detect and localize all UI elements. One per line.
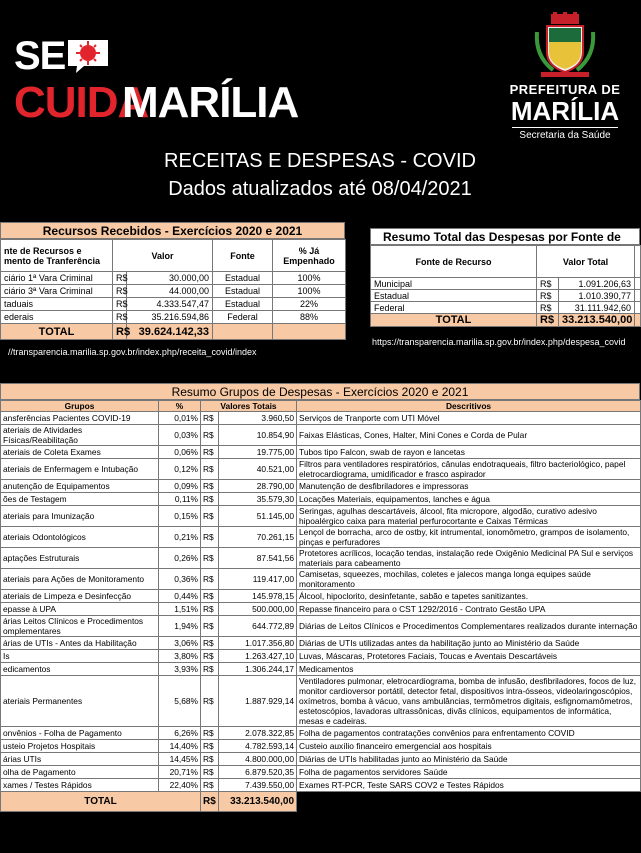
- fonte-cell: Estadual: [371, 290, 537, 302]
- valor-cell: 4.800.000,00: [219, 753, 297, 766]
- currency-cell: R$: [537, 290, 559, 302]
- table-row: [1, 740, 641, 753]
- empty-cell: [635, 290, 641, 302]
- table-row: [1, 753, 641, 766]
- descritivo-cell: Protetores acrílicos, locação tendas, instalação rede Oxigênio Medicinal PA Sul e serviços materiais para cabeamento: [297, 548, 641, 569]
- valor-cell: 1.306.244,17: [219, 663, 297, 676]
- grupo-cell: edicamentos: [1, 663, 159, 676]
- table-row: [1, 766, 641, 779]
- pct-cell: 3,06%: [159, 637, 201, 650]
- currency-cell: R$: [113, 285, 127, 298]
- valor-cell: 30.000,00: [127, 272, 213, 285]
- currency-cell: R$: [113, 272, 127, 285]
- currency-cell: R$: [537, 278, 559, 290]
- empty-cell: [213, 324, 273, 340]
- valor-cell: 4.333.547,47: [127, 298, 213, 311]
- table-row: [1, 727, 641, 740]
- valor-cell: 1.263.427,10: [219, 650, 297, 663]
- descritivo-cell: Repasse financeiro para o CST 1292/2016 - Contrato Gestão UPA: [297, 603, 641, 616]
- grupo-cell: ateriais de Atividades Físicas/Reabilitação: [1, 425, 159, 446]
- descritivo-cell: Medicamentos: [297, 663, 641, 676]
- table-row: [1, 425, 641, 446]
- pct-cell: 22,40%: [159, 779, 201, 792]
- table-row: [1, 272, 346, 285]
- se-cuida-marilia-logo: [14, 34, 299, 127]
- currency-cell: R$: [201, 637, 219, 650]
- descritivo-cell: Diárias de UTIs utilizadas antes da habilitação junto ao Ministério da Saúde: [297, 637, 641, 650]
- total-currency: R$: [537, 314, 559, 327]
- total-value: 33.213.540,00: [219, 792, 297, 812]
- header-pct: %: [159, 401, 201, 412]
- descritivo-cell: Serviços de Tranporte com UTI Móvel: [297, 412, 641, 425]
- recursos-header-row: [1, 240, 346, 272]
- valor-cell: 35.216.594,86: [127, 311, 213, 324]
- currency-cell: R$: [201, 493, 219, 506]
- table-row: [371, 302, 641, 314]
- header-descritivos: Descritivos: [297, 401, 641, 412]
- grupo-cell: ateriais para Ações de Monitoramento: [1, 569, 159, 590]
- descritivo-cell: Camisetas, squeezes, mochilas, coletes e jalecos manga longa equipes saúde monitoramento: [297, 569, 641, 590]
- empty-cell: [273, 324, 346, 340]
- pct-cell: 88%: [273, 311, 346, 324]
- header-empenhado: % Já Empenhado: [273, 240, 346, 272]
- pct-cell: 20,71%: [159, 766, 201, 779]
- valor-cell: 1.010.390,77: [559, 290, 635, 302]
- currency-cell: R$: [201, 753, 219, 766]
- currency-cell: R$: [201, 506, 219, 527]
- empty-cell: [635, 278, 641, 290]
- grupo-cell: ateriais de Coleta Exames: [1, 446, 159, 459]
- currency-cell: R$: [201, 425, 219, 446]
- currency-cell: R$: [201, 480, 219, 493]
- pct-cell: 0,09%: [159, 480, 201, 493]
- total-value: 39.624.142,33: [127, 324, 213, 340]
- descritivo-cell: Ventiladores pulmonar, eletrocardiograma, bomba de infusão, desfibriladores, focos de luz, monitor cardioversor portátil, detector fetal, dispositivos intra-ósseos, videolaringoscópios, oxímetros, bomba à vácuo, vans ambulâncias, termômetros digitais, esfignomamômetros, estetoscópios, lavadoras ultrassônicas, divãs clínicos, equipamentos de informática, mesas e cadeiras.: [297, 676, 641, 727]
- pct-cell: 0,12%: [159, 459, 201, 480]
- grupos-table: [0, 400, 641, 812]
- pct-cell: 0,26%: [159, 548, 201, 569]
- currency-cell: R$: [537, 302, 559, 314]
- pct-cell: 22%: [273, 298, 346, 311]
- header-valores: Valores Totais: [201, 401, 297, 412]
- table-row: [1, 548, 641, 569]
- table-row: [1, 311, 346, 324]
- valor-cell: 87.541,56: [219, 548, 297, 569]
- grupo-cell: olha de Pagamento: [1, 766, 159, 779]
- recursos-total-row: [1, 324, 346, 340]
- despesa-url[interactable]: https://transparencia.marilia.sp.gov.br/index.php/despesa_covid: [372, 337, 626, 347]
- pct-cell: 100%: [273, 285, 346, 298]
- valor-cell: 2.078.322,85: [219, 727, 297, 740]
- currency-cell: R$: [201, 459, 219, 480]
- title-line-1: RECEITAS E DESPESAS - COVID: [164, 150, 476, 172]
- logo-marilia-text: MARÍLIA: [122, 78, 299, 127]
- secretaria-label: Secretaria da Saúde: [519, 130, 611, 141]
- fonte-cell: Federal: [371, 302, 537, 314]
- fonte-cell: Municipal: [371, 278, 537, 290]
- currency-cell: R$: [201, 527, 219, 548]
- fonte-cell: ciário 3ª Vara Criminal: [1, 285, 113, 298]
- grupo-cell: xames / Testes Rápidos: [1, 779, 159, 792]
- valor-cell: 44.000,00: [127, 285, 213, 298]
- descritivo-cell: Manutenção de desfibriladores e impressoras: [297, 480, 641, 493]
- descritivo-cell: Luvas, Máscaras, Protetores Faciais, Toucas e Aventais Descartáveis: [297, 650, 641, 663]
- table-row: [1, 569, 641, 590]
- descritivo-cell: Lençol de borracha, arco de ostby, kit intrumental, ionomômetro, grampos de isolamento, pinças e perfuradores: [297, 527, 641, 548]
- grupo-cell: árias Leitos Clínicos e Procedimentos omplementares: [1, 616, 159, 637]
- currency-cell: R$: [201, 569, 219, 590]
- table-row: [1, 590, 641, 603]
- grupo-cell: ansferências Pacientes COVID-19: [1, 412, 159, 425]
- currency-cell: R$: [201, 603, 219, 616]
- valor-cell: 28.790,00: [219, 480, 297, 493]
- valor-cell: 1.091.206,63: [559, 278, 635, 290]
- table-row: [1, 650, 641, 663]
- table-row: [1, 779, 641, 792]
- empty-cell: [635, 246, 641, 278]
- total-currency: R$: [113, 324, 127, 340]
- pct-cell: 1,51%: [159, 603, 201, 616]
- total-label: TOTAL: [371, 314, 537, 327]
- receita-url[interactable]: //transparencia.marilia.sp.gov.br/index.php/receita_covid/index: [8, 347, 257, 357]
- table-row: [1, 285, 346, 298]
- valor-cell: 145.978,15: [219, 590, 297, 603]
- empty-cell: [635, 302, 641, 314]
- grupos-header-row: [1, 401, 641, 412]
- table-row: [1, 493, 641, 506]
- virus-speech-bubble-icon: [64, 36, 112, 74]
- header-valor-total: Valor Total: [537, 246, 635, 278]
- grupo-cell: usteio Projetos Hospitais: [1, 740, 159, 753]
- grupo-cell: epasse à UPA: [1, 603, 159, 616]
- valor-cell: 19.775,00: [219, 446, 297, 459]
- descritivo-cell: Tubos tipo Falcon, swab de rayon e lancetas: [297, 446, 641, 459]
- descritivo-cell: Folha de pagamentos contratações convênios para enfrentamento COVID: [297, 727, 641, 740]
- pct-cell: 0,36%: [159, 569, 201, 590]
- table-row: [1, 603, 641, 616]
- pct-cell: 100%: [273, 272, 346, 285]
- valor-cell: 1.887.929,14: [219, 676, 297, 727]
- fonte-cell: ederais: [1, 311, 113, 324]
- currency-cell: R$: [201, 412, 219, 425]
- valor-cell: 4.782.593,14: [219, 740, 297, 753]
- pct-cell: 0,11%: [159, 493, 201, 506]
- pct-cell: 0,44%: [159, 590, 201, 603]
- valor-cell: 500.000,00: [219, 603, 297, 616]
- grupos-total-row: [1, 792, 641, 812]
- title-line-2: Dados atualizados até 08/04/2021: [168, 178, 472, 200]
- pct-cell: 0,15%: [159, 506, 201, 527]
- grupo-cell: ateriais de Enfermagem e Intubação: [1, 459, 159, 480]
- descritivo-cell: Diárias de UTIs habilitadas junto ao Ministério da Saúde: [297, 753, 641, 766]
- pct-cell: 3,80%: [159, 650, 201, 663]
- currency-cell: R$: [201, 766, 219, 779]
- page-title: [0, 147, 640, 203]
- descritivo-cell: Folha de pagamentos servidores Saúde: [297, 766, 641, 779]
- valor-cell: 40.521,00: [219, 459, 297, 480]
- tipo-cell: Estadual: [213, 298, 273, 311]
- prefeitura-label: PREFEITURA DE: [509, 82, 621, 97]
- logo-se-text: SE: [14, 34, 66, 78]
- table-row: [1, 298, 346, 311]
- currency-cell: R$: [201, 548, 219, 569]
- grupo-cell: onvênios - Folha de Pagamento: [1, 727, 159, 740]
- currency-cell: R$: [201, 663, 219, 676]
- header-grupos: Grupos: [1, 401, 159, 412]
- pct-cell: 0,21%: [159, 527, 201, 548]
- descritivo-cell: Custeio auxílio financeiro emergencial aos hospitais: [297, 740, 641, 753]
- header-fonte: nte de Recursos e mento de Tranferência: [1, 240, 113, 272]
- pct-cell: 0,01%: [159, 412, 201, 425]
- prefeitura-logo: [500, 12, 630, 142]
- pct-cell: 14,40%: [159, 740, 201, 753]
- grupo-cell: ões de Testagem: [1, 493, 159, 506]
- grupo-cell: ateriais Odontológicos: [1, 527, 159, 548]
- table-row: [1, 637, 641, 650]
- valor-cell: 3.960,50: [219, 412, 297, 425]
- grupo-cell: árias de UTIs - Antes da Habilitação: [1, 637, 159, 650]
- valor-cell: 10.854,90: [219, 425, 297, 446]
- grupo-cell: aptações Estruturais: [1, 548, 159, 569]
- table-row: [1, 446, 641, 459]
- header-valor: Valor: [113, 240, 213, 272]
- descritivo-cell: Seringas, agulhas descartáveis, álcool, fita micropore, algodão, curativo adesivo hipoalérgico caixa para material perfurocortante e Caixas Térmicas: [297, 506, 641, 527]
- city-crest-icon: [533, 12, 597, 78]
- pct-cell: 1,94%: [159, 616, 201, 637]
- valor-cell: 1.017.356,80: [219, 637, 297, 650]
- currency-cell: R$: [201, 446, 219, 459]
- descritivo-cell: Álcool, hipoclorito, desinfetante, sabão e tapetes sanitizantes.: [297, 590, 641, 603]
- valor-cell: 35.579,30: [219, 493, 297, 506]
- grupos-table-title: Resumo Grupos de Despesas - Exercícios 2020 e 2021: [0, 383, 640, 400]
- grupo-cell: ateriais para Imunização: [1, 506, 159, 527]
- table-row: [1, 676, 641, 727]
- pct-cell: 0,03%: [159, 425, 201, 446]
- table-row: [1, 506, 641, 527]
- descritivo-cell: Faixas Elásticas, Cones, Halter, Mini Cones e Corda de Pular: [297, 425, 641, 446]
- fonte-cell: taduais: [1, 298, 113, 311]
- currency-cell: R$: [201, 676, 219, 727]
- total-currency: R$: [201, 792, 219, 812]
- currency-cell: R$: [113, 298, 127, 311]
- total-label: TOTAL: [1, 792, 201, 812]
- divider: [512, 127, 618, 128]
- table-row: [1, 412, 641, 425]
- despesas-header-row: [371, 246, 641, 278]
- header-fonte-tipo: Fonte: [213, 240, 273, 272]
- grupo-cell: anutenção de Equipamentos: [1, 480, 159, 493]
- descritivo-cell: Filtros para ventiladores respiratórios, cânulas endotraqueais, filtro bacteriológico, papel eletrocardiograma, umidificador e frasco aspirador: [297, 459, 641, 480]
- currency-cell: R$: [113, 311, 127, 324]
- currency-cell: R$: [201, 779, 219, 792]
- empty-cell: [297, 792, 641, 812]
- tipo-cell: Estadual: [213, 272, 273, 285]
- tipo-cell: Federal: [213, 311, 273, 324]
- valor-cell: 7.439.550,00: [219, 779, 297, 792]
- despesas-fonte-title: Resumo Total das Despesas por Fonte de: [370, 228, 640, 245]
- valor-cell: 51.145,00: [219, 506, 297, 527]
- pct-cell: 0,06%: [159, 446, 201, 459]
- valor-cell: 119.417,00: [219, 569, 297, 590]
- despesas-fonte-table: [370, 245, 641, 327]
- tipo-cell: Estadual: [213, 285, 273, 298]
- valor-cell: 6.879.520,35: [219, 766, 297, 779]
- grupo-cell: árias UTIs: [1, 753, 159, 766]
- table-row: [1, 480, 641, 493]
- recursos-table: [0, 239, 346, 340]
- valor-cell: 31.111.942,60: [559, 302, 635, 314]
- currency-cell: R$: [201, 740, 219, 753]
- recursos-table-title: Recursos Recebidos - Exercícios 2020 e 2021: [0, 222, 345, 239]
- total-label: TOTAL: [1, 324, 113, 340]
- pct-cell: 6,26%: [159, 727, 201, 740]
- empty-cell: [635, 314, 641, 327]
- currency-cell: R$: [201, 650, 219, 663]
- table-row: [1, 616, 641, 637]
- table-row: [1, 663, 641, 676]
- table-row: [371, 278, 641, 290]
- currency-cell: R$: [201, 590, 219, 603]
- table-row: [1, 459, 641, 480]
- header-fonte-recurso: Fonte de Recurso: [371, 246, 537, 278]
- valor-cell: 70.261,15: [219, 527, 297, 548]
- valor-cell: 644.772,89: [219, 616, 297, 637]
- total-value: 33.213.540,00: [559, 314, 635, 327]
- pct-cell: 14,45%: [159, 753, 201, 766]
- table-row: [371, 290, 641, 302]
- grupo-cell: Is: [1, 650, 159, 663]
- fonte-cell: ciário 1ª Vara Criminal: [1, 272, 113, 285]
- grupo-cell: ateriais de Limpeza e Desinfecção: [1, 590, 159, 603]
- despesas-total-row: [371, 314, 641, 327]
- pct-cell: 3,93%: [159, 663, 201, 676]
- currency-cell: R$: [201, 616, 219, 637]
- logo-cuida-text: CUIDA: [14, 78, 149, 127]
- descritivo-cell: Locações Materiais, equipamentos, lanches e água: [297, 493, 641, 506]
- pct-cell: 5,68%: [159, 676, 201, 727]
- descritivo-cell: Exames RT-PCR, Teste SARS COV2 e Testes Rápidos: [297, 779, 641, 792]
- currency-cell: R$: [201, 727, 219, 740]
- grupo-cell: ateriais Permanentes: [1, 676, 159, 727]
- city-name: MARÍLIA: [510, 96, 620, 126]
- descritivo-cell: Diárias de Leitos Clínicos e Procedimentos Complementares realizados durante internação: [297, 616, 641, 637]
- table-row: [1, 527, 641, 548]
